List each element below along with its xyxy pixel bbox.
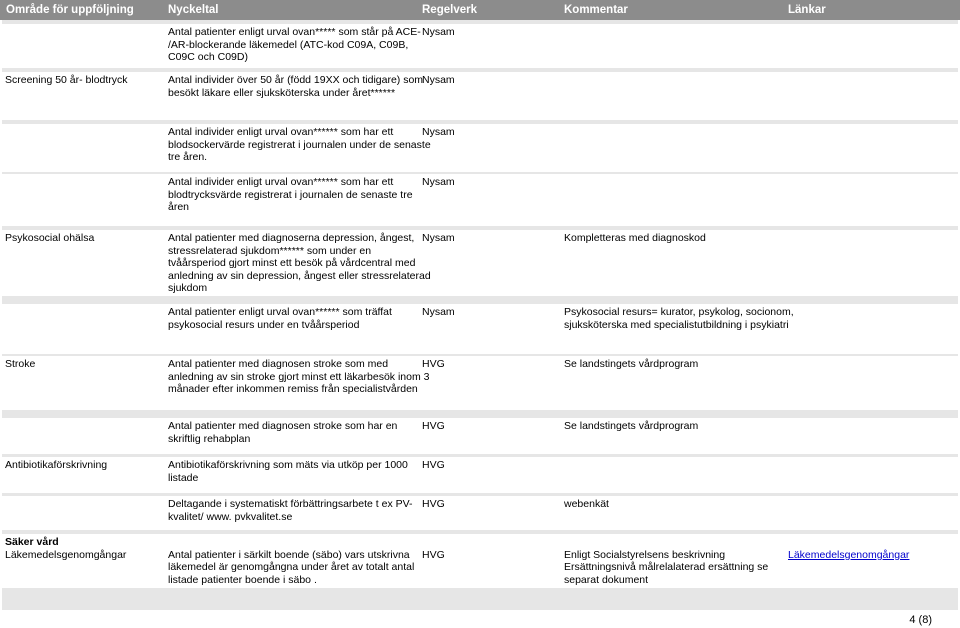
indicator-cell: Antal individer enligt urval ovan****** som har ett blodtrycksvärde registrerat i journalen de senaste tre åren [168, 176, 413, 213]
area-cell: Psykosocial ohälsa [5, 232, 95, 244]
header-indicator: Nyckeltal [168, 4, 219, 16]
indicator-cell: Antal individer enligt urval ovan****** som har ett blodsockervärde registrerat i journalen under de senaste tre åren. [168, 126, 431, 163]
area-cell: Säker vård Läkemedelsgenomgångar [5, 536, 163, 561]
rules-cell: HVG [422, 548, 445, 561]
table-row [2, 496, 958, 530]
rules-cell: HVG [422, 459, 445, 471]
section-heading: Säker vård [5, 536, 59, 548]
comment-cell: webenkät [564, 498, 609, 510]
page-number: 4 (8) [909, 614, 932, 626]
indicator-cell: Antibiotikaförskrivning som mäts via utköp per 1000 listade [168, 459, 408, 484]
rules-cell: Nysam [422, 74, 455, 86]
indicator-cell: Antal individer över 50 år (född 19XX och tidigare) som besökt läkare eller sjuksköterska under året****** [168, 74, 424, 99]
indicator-cell: Antal patienter i särkilt boende (säbo) vars utskrivna läkemedel är genomgångna under året av totalt antal listade patienter boende i säbo . [168, 548, 415, 586]
comment-cell: Se landstingets vårdprogram [564, 358, 699, 370]
indicator-cell: Deltagande i systematiskt förbättringsarbete t ex PV- kvalitet/ www. pvkvalitet.se [168, 498, 413, 523]
rules-cell: HVG [422, 498, 445, 510]
comment-cell: Kompletteras med diagnoskod [564, 232, 706, 244]
table-header [0, 0, 960, 20]
rules-cell: Nysam [422, 176, 455, 188]
header-area: Område för uppföljning [6, 4, 134, 16]
table-row [2, 72, 958, 120]
table-row [2, 418, 958, 454]
indicator-cell: Antal patienter med diagnoserna depression, ångest, stressrelaterad sjukdom****** som under en tvåårsperiod gjort minst ett besök på vårdcentral med anledning av sin depression, ångest eller stressrelaterad sjukdom [168, 232, 431, 294]
table-row [2, 356, 958, 410]
table-row [2, 534, 958, 588]
indicator-cell: Antal patienter med diagnosen stroke som har en skriftlig rehabplan [168, 420, 398, 445]
comment-cell: Psykosocial resurs= kurator, psykolog, socionom, sjuksköterska med specialistutbildning i psykiatri [564, 306, 794, 331]
table-row [2, 174, 958, 226]
area-cell: Stroke [5, 358, 36, 370]
rules-cell: HVG [422, 358, 445, 370]
table-row [2, 230, 958, 296]
area-cell: Antibiotikaförskrivning [5, 459, 108, 471]
table-row [2, 457, 958, 493]
indicator-cell: Antal patienter med diagnosen stroke som med anledning av sin stroke gjort minst ett läkarbesök inom 3 månader efter inkommen remiss från specialistvården [168, 358, 430, 395]
table-row [2, 304, 958, 354]
table-row [2, 24, 958, 68]
lakemedelsgenomgangar-link[interactable]: Läkemedelsgenomgångar [788, 548, 910, 561]
rules-cell: Nysam [422, 26, 455, 38]
indicator-cell: Antal patienter enligt urval ovan****** som träffat psykosocial resurs under en tvåårsperiod [168, 306, 392, 331]
area-cell: Screening 50 år- blodtryck [5, 74, 128, 86]
rules-cell: Nysam [422, 126, 455, 138]
table-body [2, 20, 958, 610]
indicator-cell: Antal patienter enligt urval ovan***** som står på ACE- /AR-blockerande läkemedel (ATC-kod C09A, C09B, C09C och C09D) [168, 26, 421, 63]
header-comment: Kommentar [564, 4, 628, 16]
rules-cell: Nysam [422, 232, 455, 244]
table-row [2, 124, 958, 172]
header-rules: Regelverk [422, 4, 477, 16]
comment-cell: Enligt Socialstyrelsens beskrivning Ersättningsnivå målrelalaterad ersättning se separat dokument [564, 548, 769, 586]
header-links: Länkar [788, 4, 826, 16]
rules-cell: Nysam [422, 306, 455, 318]
rules-cell: HVG [422, 420, 445, 432]
comment-cell: Se landstingets vårdprogram [564, 420, 699, 432]
